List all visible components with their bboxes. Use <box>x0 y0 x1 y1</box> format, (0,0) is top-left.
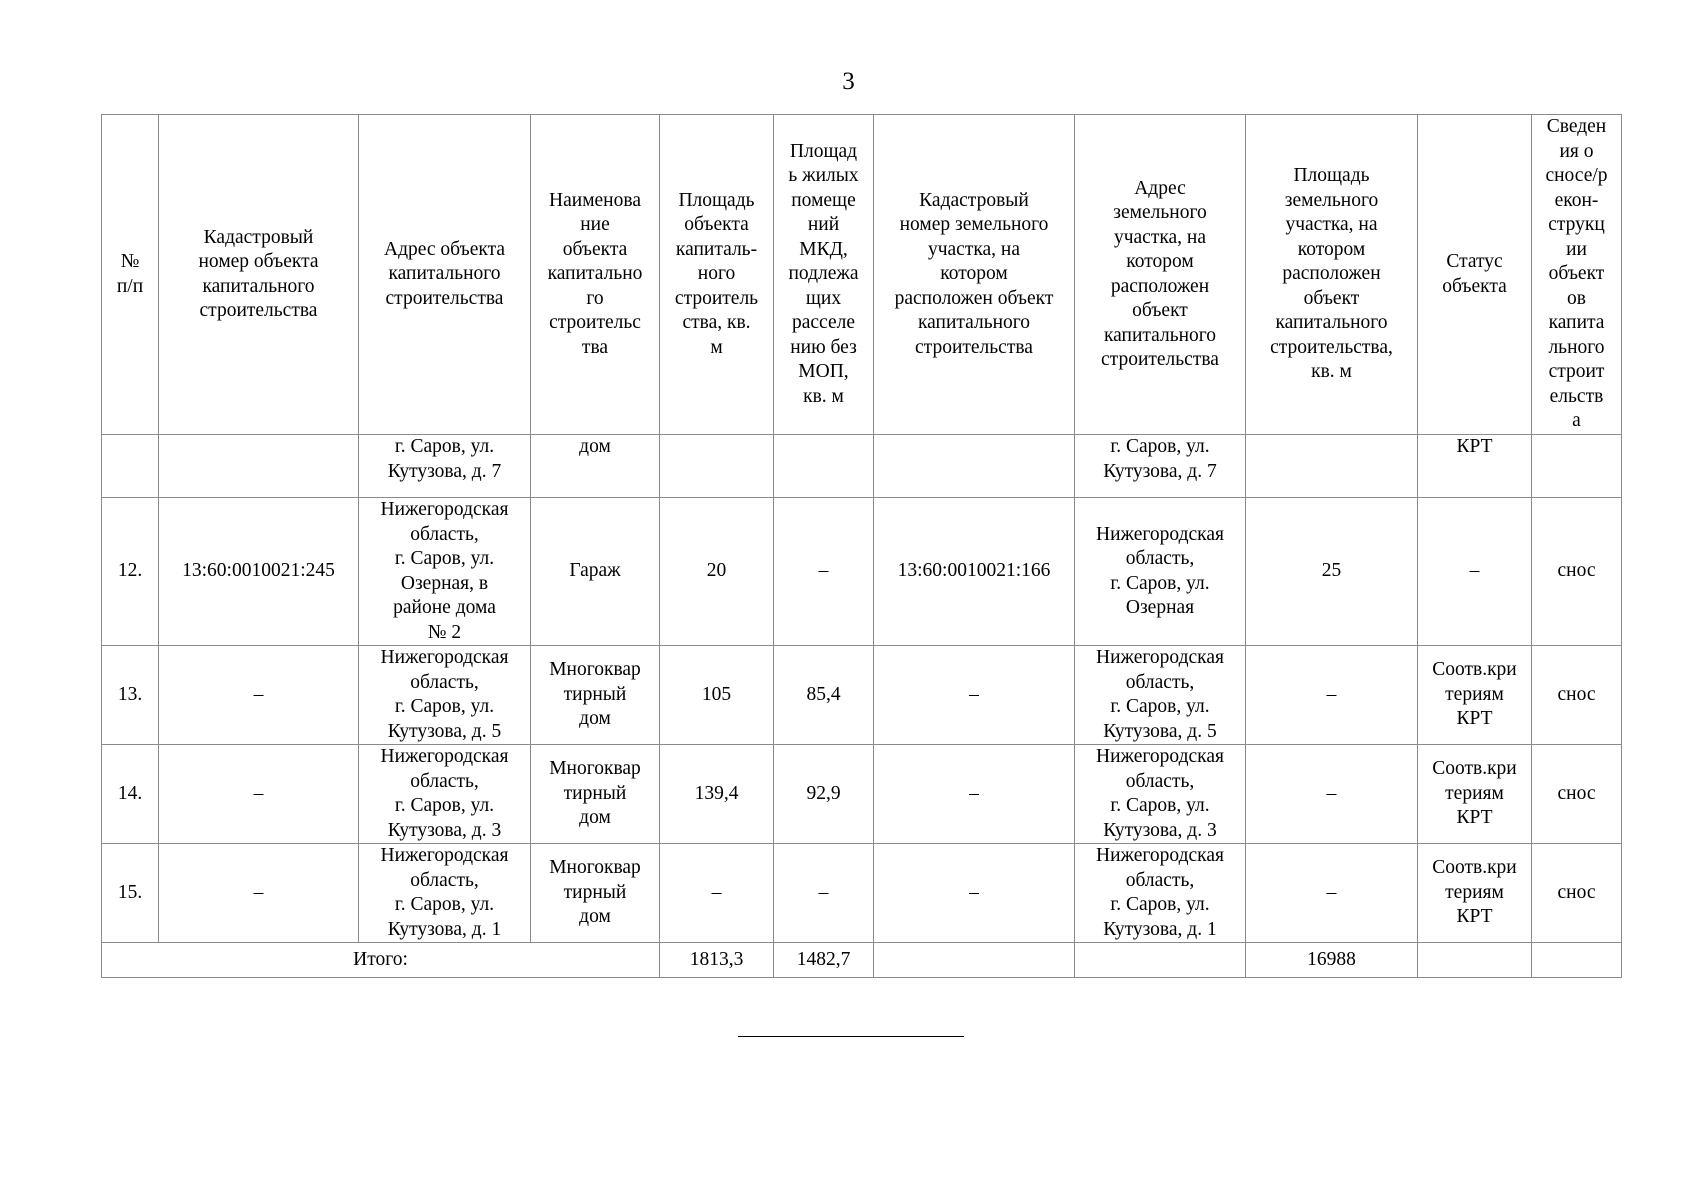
cell-text-line: Кутузова, д. 1 <box>1103 918 1217 940</box>
cell-text-line: капиталь- <box>675 238 758 260</box>
cell-text-line: щих <box>805 287 842 309</box>
table-row-continuation <box>102 435 1622 498</box>
cell-text-line: Нижегородская <box>380 746 509 767</box>
total-label: Итого: <box>102 943 660 978</box>
table-cell <box>1075 646 1246 745</box>
cell-text-line: КРТ <box>1456 436 1493 457</box>
table-cell <box>660 745 774 844</box>
table-row <box>102 745 1622 844</box>
cell-text-line: – <box>1326 881 1337 903</box>
cell-text-line: область, <box>410 869 479 891</box>
header-cell <box>1418 115 1532 435</box>
table-cell <box>774 844 874 943</box>
cell-text-line: строитель <box>674 287 759 309</box>
cell-text-line: – <box>1326 683 1337 705</box>
table-cell <box>102 646 159 745</box>
cell-text-line: капитального <box>388 263 501 285</box>
cell-text-line: Сведен <box>1546 116 1607 138</box>
cell-text-line: область, <box>1125 548 1195 569</box>
cell-text-line: г. Саров, ул. <box>1110 696 1210 717</box>
table-cell <box>359 646 531 745</box>
cell-text-line: – <box>711 881 722 903</box>
cell-text-line: МОП, <box>798 361 849 383</box>
cell-text-line: Многоквар <box>549 857 641 879</box>
table-cell <box>660 498 774 646</box>
header-cell <box>102 115 159 435</box>
cell-text-line: котором <box>1297 238 1366 260</box>
cell-text-line: – <box>969 683 979 705</box>
page-number: 3 <box>842 68 855 95</box>
cell-text-line: Гараж <box>569 560 621 582</box>
table-cell <box>359 498 531 646</box>
cell-text-line: нию без <box>790 336 857 358</box>
table-cell <box>874 745 1075 844</box>
table-cell <box>874 844 1075 943</box>
cell-text-line: номер объекта <box>198 251 319 272</box>
cell-text-line: тирный <box>563 881 627 903</box>
cell-text-line: область, <box>1125 869 1195 891</box>
cell-text-line: – <box>253 881 264 903</box>
cell-text-line: капитального <box>1275 312 1388 334</box>
cell-text-line: КРТ <box>1456 906 1493 928</box>
cell-text-line: Озерная, в <box>400 572 489 594</box>
cell-text-line: Кутузова, д. 5 <box>1103 720 1217 742</box>
table-cell <box>1532 498 1622 646</box>
cell-text-line: ия о <box>1559 140 1594 162</box>
total-living-area: 1482,7 <box>774 943 874 978</box>
cell-text-line: м <box>710 336 723 358</box>
table-cell <box>1418 646 1532 745</box>
cell-text-line: участка, на <box>927 238 1021 260</box>
table-cell <box>531 435 660 498</box>
cell-text-line: Соотв.кри <box>1432 857 1517 879</box>
table-cell <box>531 844 660 943</box>
cell-text-line: п/п <box>116 275 144 297</box>
cell-text-line: строительства <box>1101 349 1219 370</box>
cell-text-line: 25 <box>1321 560 1342 582</box>
cell-text-line: капита <box>1548 312 1605 334</box>
cell-text-line: КРТ <box>1456 807 1493 829</box>
header-cell <box>1532 115 1622 435</box>
cell-text-line: териям <box>1445 782 1504 804</box>
cell-text-line: 12. <box>117 560 143 582</box>
cell-text-line: 14. <box>117 782 143 804</box>
cell-text-line: котором <box>1126 251 1194 272</box>
cell-text-line: Статус <box>1446 251 1503 272</box>
cell-text-line: расположен <box>1282 263 1381 285</box>
cell-text-line: Адрес объекта <box>384 238 505 260</box>
cell-text-line: г. Саров, ул. <box>1110 894 1210 915</box>
cell-text-line: снос <box>1557 782 1596 804</box>
cell-text-line: – <box>253 683 264 705</box>
cell-text-line: териям <box>1445 683 1504 705</box>
cell-text-line: Нижегородская <box>1096 746 1224 767</box>
cell-text-line: 13:60:0010021:245 <box>182 560 335 582</box>
header-cell <box>159 115 359 435</box>
table-cell <box>159 498 359 646</box>
table-cell <box>159 435 359 498</box>
table-cell <box>359 844 531 943</box>
cell-text-line: 13. <box>117 683 143 705</box>
table-cell <box>660 844 774 943</box>
cell-text-line: 85,4 <box>806 683 841 705</box>
cell-text-line: Площадь <box>678 189 755 211</box>
cell-text-line: Нижегородская <box>380 845 509 866</box>
cell-text-line: – <box>969 881 979 903</box>
cell-text-line: сносе/р <box>1545 165 1608 187</box>
cell-text-line: капитального <box>917 312 1031 334</box>
header-cell <box>531 115 660 435</box>
header-cell <box>1246 115 1418 435</box>
cell-text-line: тирный <box>563 683 627 705</box>
header-cell <box>660 115 774 435</box>
table-cell <box>1246 844 1418 943</box>
cell-text-line: строительства <box>199 300 318 321</box>
cell-text-line: г. Саров, ул. <box>394 795 495 816</box>
table-cell <box>1246 745 1418 844</box>
table-cell <box>359 745 531 844</box>
cell-text-line: 139,4 <box>694 782 739 804</box>
cell-text-line: ов <box>1567 287 1586 309</box>
cell-text-line: участка, на <box>1113 226 1207 248</box>
cell-text-line: № <box>120 251 140 272</box>
table-header-row <box>102 115 1622 435</box>
cell-text-line: МКД, <box>799 238 848 260</box>
cell-text-line: дом <box>579 708 611 730</box>
table-cell <box>359 435 531 498</box>
table-cell <box>1075 745 1246 844</box>
cell-text-line: земельного <box>1113 202 1207 223</box>
table-cell <box>1246 435 1418 498</box>
cell-text-line: ного <box>697 263 736 285</box>
cell-text-line: Озерная <box>1125 597 1195 618</box>
cell-text-line: г. Саров, ул. <box>394 436 495 457</box>
table-cell <box>531 498 660 646</box>
table-cell <box>1532 646 1622 745</box>
cell-text-line: объекта <box>562 238 628 260</box>
cell-text-line: 15. <box>117 881 143 903</box>
table-cell <box>660 435 774 498</box>
cell-text-line: – <box>818 560 829 582</box>
cell-text-line: Кутузова, д. 3 <box>1103 819 1217 841</box>
cell-text-line: Нижегородская <box>380 647 509 668</box>
cell-text-line: тирный <box>563 782 627 804</box>
cell-text-line: подлежа <box>788 263 859 285</box>
cell-text-line: котором <box>940 263 1008 285</box>
cell-text-line: дом <box>579 436 611 457</box>
cell-text-line: Кутузова, д. 5 <box>387 720 502 742</box>
cell-text-line: Многоквар <box>549 659 641 681</box>
table-cell <box>1418 745 1532 844</box>
table-cell <box>1246 498 1418 646</box>
cell-text-line: струкц <box>1548 214 1605 236</box>
table-row <box>102 498 1622 646</box>
table-cell <box>774 498 874 646</box>
cell-text-line: г. Саров, ул. <box>1110 572 1210 594</box>
cell-text-line: го <box>586 287 604 309</box>
cell-text-line: Кутузова, д. 3 <box>387 819 502 841</box>
cell-text-line: ельств <box>1549 385 1604 407</box>
cell-text-line: Многоквар <box>549 758 641 780</box>
cell-text-line: кв. м <box>803 385 844 407</box>
table-cell <box>531 745 660 844</box>
table-cell <box>774 435 874 498</box>
table-cell <box>102 745 159 844</box>
cell-text-line: земельного <box>1284 189 1379 211</box>
objects-table <box>101 114 1622 978</box>
cell-text-line: ства, кв. <box>682 312 751 334</box>
cell-text-line: Кадастровый <box>919 189 1029 211</box>
cell-text-line: Кутузова, д. 7 <box>387 460 502 482</box>
cell-text-line: ь жилых <box>788 165 859 187</box>
cell-text-line: снос <box>1557 683 1596 705</box>
cell-text-line: номер земельного <box>899 214 1049 236</box>
cell-text-line: строительства, <box>1270 336 1393 358</box>
cell-text-line: область, <box>410 671 479 693</box>
cell-text-line: КРТ <box>1456 708 1493 730</box>
table-cell <box>774 646 874 745</box>
cell-text-line: г. Саров, ул. <box>394 696 495 717</box>
cell-text-line: Нижегородская <box>1096 523 1224 545</box>
cell-text-line: г. Саров, ул. <box>1110 795 1210 816</box>
table-row <box>102 844 1622 943</box>
cell-text-line: участка, на <box>1285 214 1378 236</box>
cell-text-line: капитально <box>547 263 643 285</box>
cell-text-line: Нижегородская <box>380 499 509 520</box>
header-cell <box>874 115 1075 435</box>
cell-text-line: ии <box>1566 238 1587 260</box>
table-cell <box>1246 646 1418 745</box>
cell-text-line: 20 <box>706 560 727 582</box>
cell-text-line: строительства <box>385 287 504 309</box>
table-cell <box>102 435 159 498</box>
cell-text-line: расположен объект <box>894 287 1054 309</box>
cell-text-line: объекта <box>1442 275 1507 297</box>
table-total-row <box>102 943 1622 978</box>
table-cell <box>1532 435 1622 498</box>
cell-text-line: область, <box>410 770 479 792</box>
cell-text-line: область, <box>1125 770 1195 792</box>
table-cell <box>1075 435 1246 498</box>
table-cell <box>1418 844 1532 943</box>
cell-text-line: г. Саров, ул. <box>1110 436 1210 457</box>
cell-text-line: капитального <box>1103 324 1217 346</box>
table-cell <box>1075 844 1246 943</box>
cell-text-line: объект <box>1303 287 1360 309</box>
table-cell <box>102 498 159 646</box>
cell-text-line: строительства <box>915 336 1033 358</box>
cell-text-line: Нижегородская <box>1096 647 1224 668</box>
table-cell <box>159 646 359 745</box>
cell-text-line: а <box>1572 410 1581 432</box>
closing-separator-line <box>738 1036 964 1037</box>
cell-text-line: № 2 <box>427 621 462 643</box>
header-cell <box>774 115 874 435</box>
cell-text-line: Кутузова, д. 1 <box>387 918 502 940</box>
table-cell <box>1418 943 1532 978</box>
table-cell <box>159 745 359 844</box>
table-cell <box>660 646 774 745</box>
cell-text-line: объекта <box>684 214 749 236</box>
cell-text-line: снос <box>1557 560 1596 582</box>
cell-text-line: г. Саров, ул. <box>394 548 495 569</box>
cell-text-line: расположен <box>1110 275 1210 297</box>
table-cell <box>159 844 359 943</box>
table-cell <box>1532 943 1622 978</box>
table-cell <box>874 646 1075 745</box>
cell-text-line: Адрес <box>1134 177 1186 199</box>
table-cell <box>1532 745 1622 844</box>
cell-text-line: ние <box>580 214 610 236</box>
cell-text-line: районе дома <box>393 597 496 618</box>
table-cell <box>1418 435 1532 498</box>
cell-text-line: дом <box>579 906 611 928</box>
table-cell <box>774 745 874 844</box>
cell-text-line: Площад <box>789 140 858 162</box>
cell-text-line: Кадастровый <box>203 226 314 248</box>
cell-text-line: строительс <box>549 312 641 334</box>
table-cell <box>874 498 1075 646</box>
cell-text-line: – <box>1469 560 1480 582</box>
cell-text-line: дом <box>579 807 611 829</box>
total-object-area: 1813,3 <box>660 943 774 978</box>
header-cell <box>1075 115 1246 435</box>
table-cell <box>1418 498 1532 646</box>
cell-text-line: – <box>818 881 829 903</box>
cell-text-line: тва <box>581 336 609 358</box>
header-cell <box>359 115 531 435</box>
cell-text-line: 105 <box>701 683 732 705</box>
cell-text-line: Соотв.кри <box>1432 659 1517 681</box>
total-land-area: 16988 <box>1246 943 1418 978</box>
cell-text-line: – <box>1326 782 1337 804</box>
table-cell <box>874 435 1075 498</box>
cell-text-line: область, <box>1125 671 1195 693</box>
cell-text-line: объект <box>1132 300 1188 321</box>
table-cell <box>1075 498 1246 646</box>
cell-text-line: льного <box>1548 336 1605 358</box>
cell-text-line: Соотв.кри <box>1432 758 1517 780</box>
table-cell <box>1532 844 1622 943</box>
cell-text-line: териям <box>1445 881 1504 903</box>
table-cell <box>1075 943 1246 978</box>
cell-text-line: капитального <box>202 275 315 297</box>
cell-text-line: – <box>253 782 264 804</box>
cell-text-line: кв. м <box>1311 361 1352 383</box>
cell-text-line: помеще <box>791 189 856 211</box>
cell-text-line: область, <box>410 523 479 545</box>
table-cell <box>531 646 660 745</box>
table-cell <box>102 844 159 943</box>
cell-text-line: объект <box>1548 263 1605 285</box>
cell-text-line: 92,9 <box>806 782 841 804</box>
cell-text-line: 13:60:0010021:166 <box>897 560 1051 582</box>
cell-text-line: строит <box>1548 361 1605 383</box>
cell-text-line: Нижегородская <box>1096 845 1224 866</box>
table-row <box>102 646 1622 745</box>
cell-text-line: снос <box>1557 881 1596 903</box>
cell-text-line: Кутузова, д. 7 <box>1103 460 1217 482</box>
cell-text-line: Наименова <box>549 189 641 211</box>
cell-text-line: Площадь <box>1293 165 1370 187</box>
cell-text-line: ний <box>807 214 840 236</box>
cell-text-line: г. Саров, ул. <box>394 894 495 915</box>
cell-text-line: – <box>969 782 979 804</box>
table-cell <box>874 943 1075 978</box>
cell-text-line: расселе <box>792 312 855 334</box>
cell-text-line: екон- <box>1554 189 1599 211</box>
